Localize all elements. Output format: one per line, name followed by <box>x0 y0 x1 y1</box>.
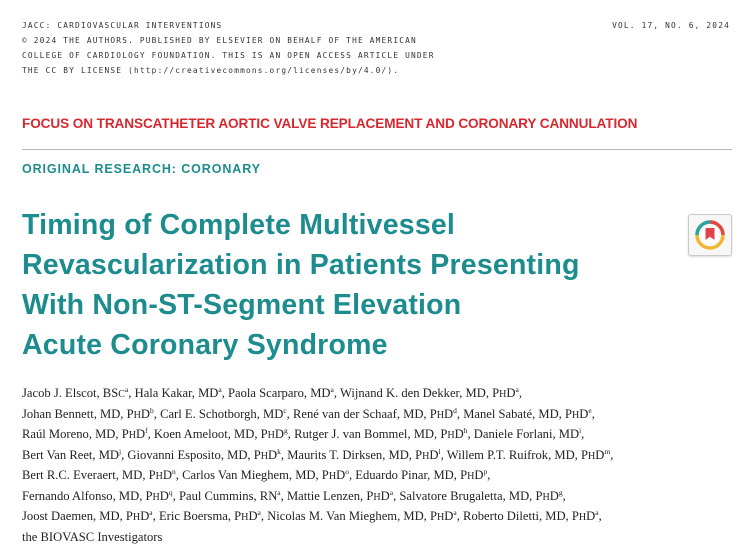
author-degree: MD, PHD <box>433 468 484 482</box>
author-name: Bert R.C. Everaert <box>22 468 116 482</box>
author: Raúl Moreno, MD, PHD$^f$, <box>22 426 151 441</box>
author-name: Maurits T. Dirksen <box>287 447 383 462</box>
journal-header-line: JACC: CARDIOVASCULAR INTERVENTIONS <box>22 21 223 30</box>
affiliation-mark: a <box>257 508 261 517</box>
author-degree: RN <box>259 488 278 503</box>
author-name: Wijnand K. den Dekker <box>339 386 460 400</box>
author: Fernando Alfonso, MD, PHD$^q$, <box>22 487 176 503</box>
author-degree: MD, PHD <box>554 447 605 462</box>
author-name: Salvatore Brugaletta <box>399 488 503 503</box>
author: Salvatore Brugaletta, MD, PHD$^g$, <box>399 487 566 503</box>
author-name: Carl E. Schotborgh <box>160 406 257 421</box>
title-line: Revascularization in Patients Presenting <box>22 249 580 281</box>
author: Willem P.T. Ruifrok, MD, PHD$^m$, <box>446 446 614 462</box>
author-line <box>22 446 734 467</box>
affiliation-mark: d <box>453 405 457 415</box>
author-name: Willem P.T. Ruifrok <box>446 447 549 462</box>
affiliation-mark: q <box>168 487 173 497</box>
author: Carlos Van Mieghem, MD, PHD$^o$, <box>182 467 353 482</box>
author-name: Manel Sabaté <box>463 406 533 421</box>
author-line <box>22 405 734 426</box>
author: Paola Scarparo, $MD^a$, <box>228 385 338 400</box>
author-name: Giovanni Esposito <box>127 447 221 462</box>
author-degree: MD, PHD <box>99 509 150 523</box>
author: Joost Daemen, MD, PHD$^a$, <box>22 508 156 523</box>
author-degree: MD, PHD <box>234 427 285 441</box>
author-degree: MD, PHD <box>465 386 516 400</box>
affiliation-mark: n <box>172 467 176 476</box>
affiliation-mark: a <box>389 487 394 497</box>
author-name: Joost Daemen <box>22 509 93 523</box>
author: Giovanni Esposito, MD, PHD$^k$, <box>127 446 285 462</box>
affiliation-mark: o <box>345 467 349 476</box>
affiliation-mark: k <box>277 446 281 456</box>
author: Hala Kakar, $MD^a$, <box>134 385 225 400</box>
author: Johan Bennett, MD, PHD$^b$, <box>22 405 157 421</box>
affiliation-mark: a <box>515 385 519 394</box>
author-name: René van der Schaaf <box>292 406 397 421</box>
affiliation-mark: l <box>438 446 441 456</box>
affiliation-mark: j <box>119 446 122 456</box>
affiliation-mark: a <box>218 385 222 394</box>
author-degree: MD <box>310 386 331 400</box>
divider <box>22 149 732 150</box>
author-name: Rutger J. van Bommel <box>294 427 408 441</box>
affiliation-mark: a <box>453 508 457 517</box>
affiliation-mark: p <box>483 467 488 476</box>
affiliation-mark: m <box>604 446 611 456</box>
author: Nicolas M. Van Mieghem, MD, PHD$^a$, <box>267 508 460 523</box>
author-name: Roberto Diletti <box>463 509 539 523</box>
author-degree: MD, PHD <box>118 488 169 503</box>
author-degree: MD <box>198 386 219 400</box>
author: Roberto Diletti, MD, PHD$^a$, <box>463 508 602 523</box>
author-name: Paola Scarparo <box>228 386 304 400</box>
author-name: Daniele Forlani <box>473 427 553 441</box>
affiliation-mark: a <box>595 508 599 517</box>
author: Paul Cummins, $RN^a$, <box>178 487 284 503</box>
author-line <box>22 425 734 446</box>
author-degree: MD, PHD <box>227 447 278 462</box>
affiliation-mark: h <box>463 426 468 435</box>
author-name: Bert Van Reet <box>22 447 93 462</box>
author-name: Koen Ameloot <box>153 427 228 441</box>
affiliation-mark: g <box>558 487 563 497</box>
author-degree: MD, PHD <box>545 509 596 523</box>
author-name: Jacob J. Elscot <box>22 386 97 400</box>
title-line: Timing of Complete Multivessel <box>22 209 456 241</box>
journal-header <box>22 18 502 78</box>
affiliation-mark: c <box>283 405 287 415</box>
author-degree: PHD <box>234 509 258 523</box>
affiliation-mark: a <box>149 508 153 517</box>
journal-header-line: THE CC BY LICENSE (http://creativecommons.org/licenses/by/4.0/). <box>22 66 400 75</box>
author: Wijnand K. den Dekker, MD, PHD$^a$, <box>339 385 523 400</box>
affiliation-mark: i <box>579 426 582 435</box>
author-degree: MD <box>263 406 284 421</box>
check-for-updates-icon <box>689 215 731 255</box>
author-name: Carlos Van Mieghem <box>182 468 289 482</box>
title-line: With Non-ST-Segment Elevation <box>22 289 462 321</box>
author-list <box>22 384 734 547</box>
author-line <box>22 384 734 405</box>
author: Rutger J. van Bommel, MD, PHD$^h$, <box>294 426 471 441</box>
author: René van der Schaaf, MD, PHD$^d$, <box>292 405 461 421</box>
author-name: Eduardo Pinar <box>355 468 428 482</box>
author-line <box>22 487 734 508</box>
affiliation-mark: e <box>588 405 592 415</box>
author-degree: MD, PHD <box>508 488 559 503</box>
author-name: Johan Bennett <box>22 406 94 421</box>
article-title <box>22 205 682 365</box>
author-degree: MD, PHD <box>413 427 464 441</box>
author-degree: MD <box>98 447 120 462</box>
investigator-group: the BIOVASC Investigators <box>22 529 163 544</box>
affiliation-mark: a <box>330 385 334 394</box>
author-degree: MD, PHD <box>95 427 146 441</box>
author: Maurits T. Dirksen, MD, PHD$^l$, <box>287 446 444 462</box>
author-name: Mattie Lenzen <box>286 488 361 503</box>
author-degree: MD, PHD <box>403 509 454 523</box>
author-name: Raúl Moreno <box>22 427 89 441</box>
affiliation-mark: g <box>284 426 288 435</box>
author-degree: MD <box>558 427 580 441</box>
section-label: ORIGINAL RESEARCH: CORONARY <box>22 162 261 176</box>
author: Bert Van Reet, $MD^j$, <box>22 446 125 462</box>
author-name: Paul Cummins <box>178 488 254 503</box>
author-degree: BSC <box>102 386 125 400</box>
affiliation-mark: a <box>124 385 129 394</box>
author: Mattie Lenzen, PHD$^a$, <box>286 487 397 503</box>
author-line <box>22 466 734 487</box>
author-degree: MD, PHD <box>403 406 454 421</box>
journal-header-line: © 2024 THE AUTHORS. PUBLISHED BY ELSEVIER ON BEHALF OF THE AMERICAN <box>22 36 417 45</box>
author-degree: MD, PHD <box>388 447 439 462</box>
author-degree: MD, PHD <box>295 468 346 482</box>
author: Manel Sabaté, MD, PHD$^e$, <box>463 405 595 421</box>
journal-header-line: COLLEGE OF CARDIOLOGY FOUNDATION. THIS IS AN OPEN ACCESS ARTICLE UNDER <box>22 51 435 60</box>
author-degree: MD, PHD <box>538 406 589 421</box>
author-line <box>22 507 734 528</box>
author: Bert R.C. Everaert, MD, PHD$^n$, <box>22 467 179 482</box>
author: Jacob J. Elscot, BSC$^a$, <box>22 385 132 400</box>
author: Eduardo Pinar, MD, PHD$^p$, <box>355 467 491 482</box>
author: Carl E. Schotborgh, $MD^c$, <box>160 405 290 421</box>
author-name: Eric Boersma <box>158 509 228 523</box>
author-degree: MD, PHD <box>122 468 173 482</box>
affiliation-mark: a <box>277 487 281 497</box>
author-name: Fernando Alfonso <box>22 488 113 503</box>
author-name: Nicolas M. Van Mieghem <box>267 509 398 523</box>
author: Koen Ameloot, MD, PHD$^g$, <box>153 426 291 441</box>
author-degree: MD, PHD <box>100 406 150 421</box>
focus-banner: FOCUS ON TRANSCATHETER AORTIC VALVE REPLACEMENT AND CORONARY CANNULATION <box>22 116 638 131</box>
volume-info: VOL. 17, NO. 6, 2024 <box>612 21 730 30</box>
author-name: Hala Kakar <box>134 386 192 400</box>
author: Eric Boersma, PHD$^a$, <box>158 508 265 523</box>
author: Daniele Forlani, $MD^i$, <box>473 426 585 441</box>
check-for-updates-button[interactable] <box>688 214 732 256</box>
affiliation-mark: b <box>150 405 154 415</box>
title-line: Acute Coronary Syndrome <box>22 329 388 361</box>
author-degree: PHD <box>366 488 390 503</box>
affiliation-mark: f <box>145 426 148 435</box>
